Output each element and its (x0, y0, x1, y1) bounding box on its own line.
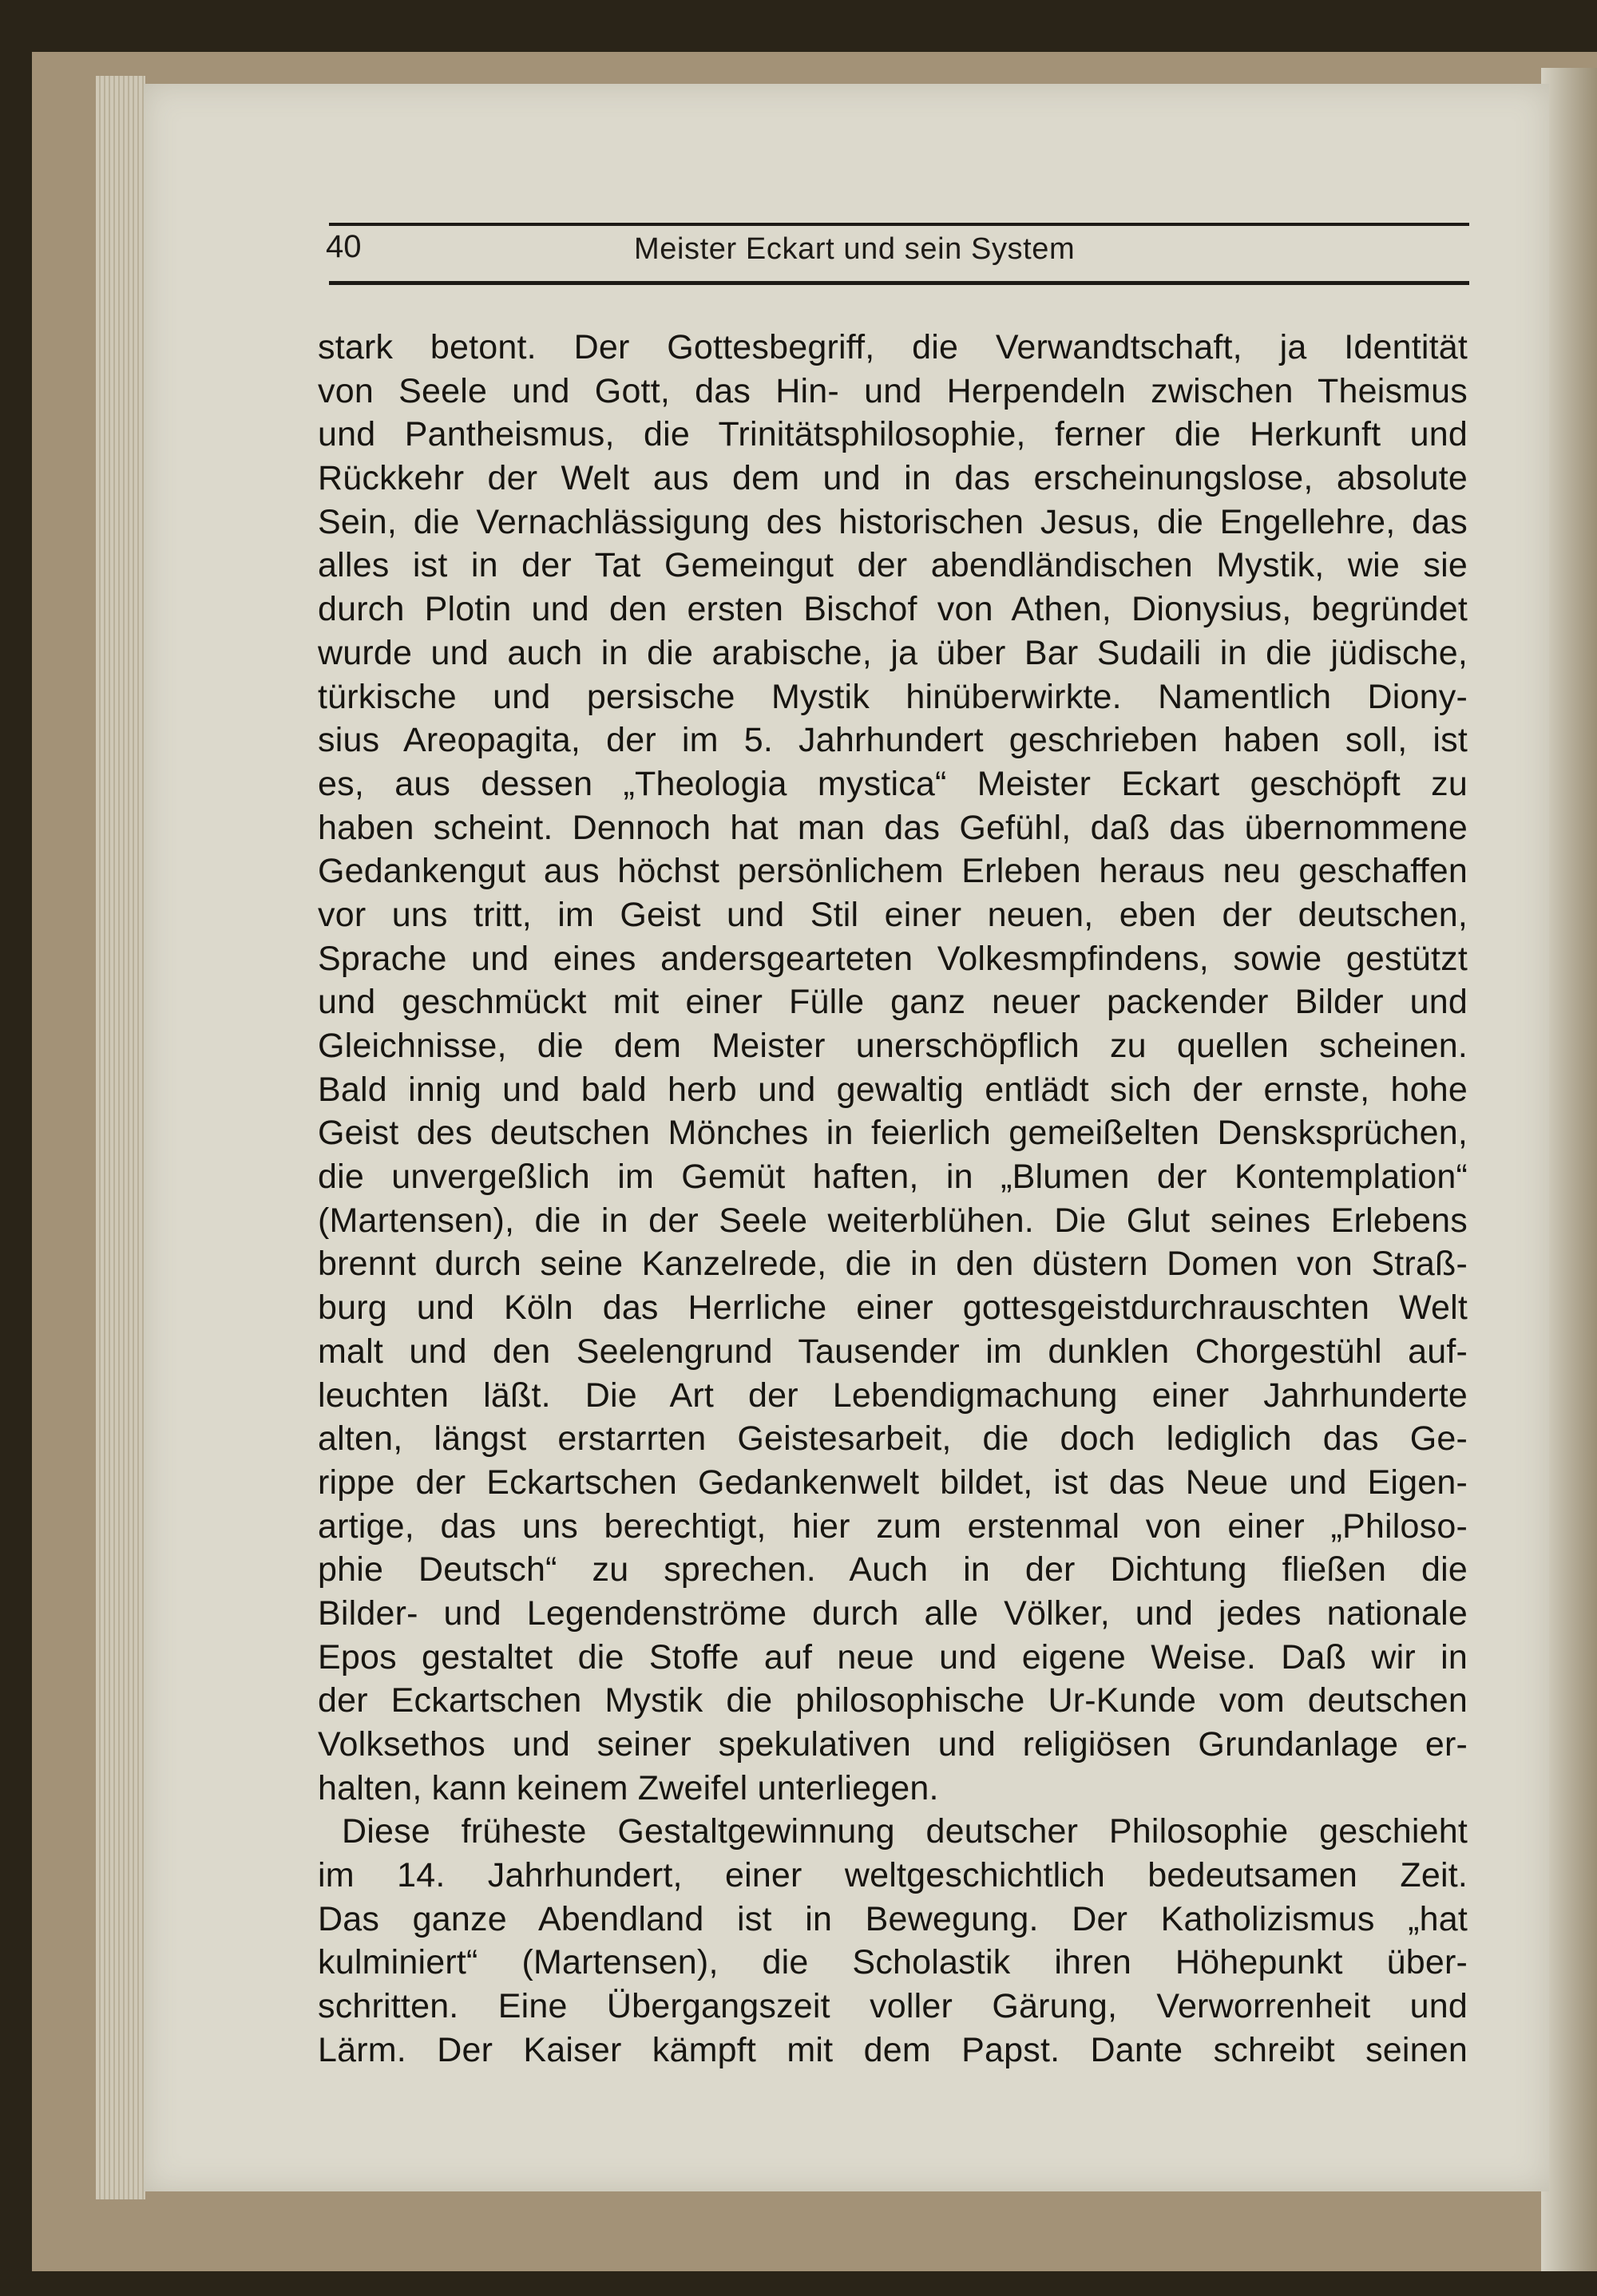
text-line: und Pantheismus, die Trinitätsphilosophie, ferner die Herkunft und (318, 415, 1468, 454)
text-line: im 14. Jahrhundert, einer weltgeschichtlich bedeutsamen Zeit. (318, 1856, 1468, 1895)
text-line: burg und Köln das Herrliche einer gottesgeistdurchrauschten Welt (318, 1289, 1468, 1328)
text-line: (Martensen), die in der Seele weiterblühen. Die Glut seines Erlebens (318, 1201, 1468, 1240)
text-line-paragraph-end: halten, kann keinem Zweifel unterliegen. (318, 1768, 939, 1807)
text-line: malt und den Seelengrund Tausender im dunklen Chorgestühl auf- (318, 1332, 1468, 1371)
text-line: Sprache und eines andersgearteten Volkesmpfindens, sowie gestützt (318, 939, 1468, 978)
text-line: Sein, die Vernachlässigung des historischen Jesus, die Engellehre, das (318, 502, 1468, 541)
text-line: phie Deutsch“ zu sprechen. Auch in der Dichtung fließen die (318, 1550, 1468, 1589)
text-line-paragraph-start: Diese früheste Gestaltgewinnung deutscher Philosophie geschieht (342, 1812, 1468, 1851)
text-line: Gleichnisse, die dem Meister unerschöpflich zu quellen scheinen. (318, 1027, 1468, 1065)
header-rule-top (329, 223, 1469, 226)
text-line: alles ist in der Tat Gemeingut der abendländischen Mystik, wie sie (318, 546, 1468, 585)
text-line: von Seele und Gott, das Hin- und Herpendeln zwischen Theismus (318, 371, 1468, 410)
text-line: vor uns tritt, im Geist und Stil einer neuen, eben der deutschen, (318, 895, 1468, 934)
header-rule-bottom (329, 281, 1469, 285)
text-line: rippe der Eckartschen Gedankenwelt bildet, ist das Neue und Eigen- (318, 1463, 1468, 1502)
text-line: Geist des deutschen Mönches in feierlich gemeißelten Densksprüchen, (318, 1114, 1468, 1153)
text-line: wurde und auch in die arabische, ja über Bar Sudaili in die jüdische, (318, 633, 1468, 672)
text-line: brennt durch seine Kanzelrede, die in den düstern Domen von Straß- (318, 1245, 1468, 1284)
text-line: artige, das uns berechtigt, hier zum erstenmal von einer „Philoso- (318, 1506, 1468, 1546)
text-line: und geschmückt mit einer Fülle ganz neuer packender Bilder und (318, 983, 1468, 1022)
text-line: Gedankengut aus höchst persönlichem Erleben heraus neu geschaffen (318, 852, 1468, 891)
text-line: Das ganze Abendland ist in Bewegung. Der Katholizismus „hat (318, 1899, 1468, 1938)
body-text (318, 326, 1468, 2072)
text-line: die unvergeßlich im Gemüt haften, in „Blumen der Kontemplation“ (318, 1158, 1468, 1197)
text-line: der Eckartschen Mystik die philosophische Ur-Kunde vom deutschen (318, 1681, 1468, 1720)
text-line: leuchten läßt. Die Art der Lebendigmachung einer Jahrhunderte (318, 1376, 1468, 1415)
running-title: Meister Eckart und sein System (634, 232, 1076, 266)
page-stack-edge (96, 76, 145, 2199)
book-gutter (1541, 68, 1597, 2271)
text-line: türkische und persische Mystik hinüberwirkte. Namentlich Diony- (318, 677, 1468, 716)
text-line: alten, längst erstarrten Geistesarbeit, die doch lediglich das Ge- (318, 1419, 1468, 1459)
text-line: stark betont. Der Gottesbegriff, die Verwandtschaft, ja Identität (318, 328, 1468, 366)
text-line: kulminiert“ (Martensen), die Scholastik ihren Höhepunkt über- (318, 1943, 1468, 1982)
text-line: Bilder- und Legendenströme durch alle Völker, und jedes nationale (318, 1593, 1468, 1633)
text-line: haben scheint. Dennoch hat man das Gefühl, daß das übernommene (318, 808, 1468, 847)
text-line: Rückkehr der Welt aus dem und in das erscheinungslose, absolute (318, 459, 1468, 498)
text-line: Epos gestaltet die Stoffe auf neue und eigene Weise. Daß wir in (318, 1637, 1468, 1676)
text-line: Volksethos und seiner spekulativen und religiösen Grundanlage er- (318, 1725, 1468, 1764)
text-line: Bald innig und bald herb und gewaltig entlädt sich der ernste, hohe (318, 1070, 1468, 1109)
text-line: es, aus dessen „Theologia mystica“ Meister Eckart geschöpft zu (318, 764, 1468, 803)
text-line: schritten. Eine Übergangszeit voller Gärung, Verworrenheit und (318, 1987, 1468, 2026)
page-number: 40 (326, 229, 362, 264)
text-line: sius Areopagita, der im 5. Jahrhundert geschrieben haben soll, ist (318, 721, 1468, 760)
text-line: Lärm. Der Kaiser kämpft mit dem Papst. Dante schreibt seinen (318, 2030, 1468, 2069)
text-line: durch Plotin und den ersten Bischof von Athen, Dionysius, begründet (318, 590, 1468, 629)
